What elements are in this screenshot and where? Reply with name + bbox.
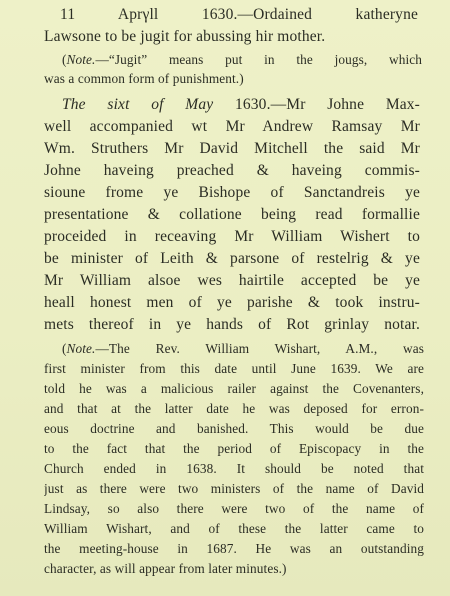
text-line: Mr William alsoe wes hairtile accepted be ye <box>44 272 420 289</box>
text-line: well accompanied wt Mr Andrew Ramsay Mr <box>44 118 420 135</box>
note-line: (Note.—The Rev. William Wishart, A.M., was <box>62 341 424 356</box>
italic-lead: Note. <box>66 341 96 356</box>
text-line: mets thereof in ye hands of Rot grinlay notar. <box>44 316 420 333</box>
note-line: (Note.—“Jugit” means put in the jougs, which <box>62 52 422 67</box>
text-line: presentatione & collatione being read formallie <box>44 206 420 223</box>
text-line: The sixt of May 1630.—Mr Johne Max- <box>62 96 420 113</box>
note-line: the meeting-house in 1687. He was an outstanding <box>44 541 424 556</box>
note-line: to the fact that the period of Episcopacy in the <box>44 441 424 456</box>
text-line: proceided in receaving Mr William Wishert to <box>44 228 420 245</box>
text-line: heall honest men of ye parishe & took instru- <box>44 294 420 311</box>
italic-lead: The sixt of May <box>62 96 214 113</box>
note-line: and that at the latter date he was deposed for erron- <box>44 401 424 416</box>
note-line: told he was a malicious railer against the Covenanters, <box>44 381 424 396</box>
note-line: character, as will appear from later minutes.) <box>44 561 287 576</box>
note-line: eous doctrine and banished. This would be due <box>44 421 424 436</box>
text-line: 11 Aprγll 1630.—Ordained katheryne <box>60 6 418 23</box>
italic-lead: Note. <box>66 52 96 67</box>
note-line: William Wishart, and of these the latter came to <box>44 521 424 536</box>
note-line: Lindsay, so also there were two of the name of <box>44 501 424 516</box>
note-line: first minister from this date until June 1639. We are <box>44 361 424 376</box>
text-line: Lawsone to be jugit for abussing hir mother. <box>44 28 326 45</box>
note-line: Church ended in 1638. It should be noted that <box>44 461 424 476</box>
note-line: just as there were two ministers of the name of David <box>44 481 424 496</box>
text-line: Johne haveing preached & haveing commis- <box>44 162 420 179</box>
text-line: sioune frome ye Bishope of Sanctandreis ye <box>44 184 420 201</box>
text-line: be minister of Leith & parsone of restelrig & ye <box>44 250 420 267</box>
text-line: Wm. Struthers Mr David Mitchell the said Mr <box>44 140 420 157</box>
note-line: was a common form of punishment.) <box>44 71 244 86</box>
